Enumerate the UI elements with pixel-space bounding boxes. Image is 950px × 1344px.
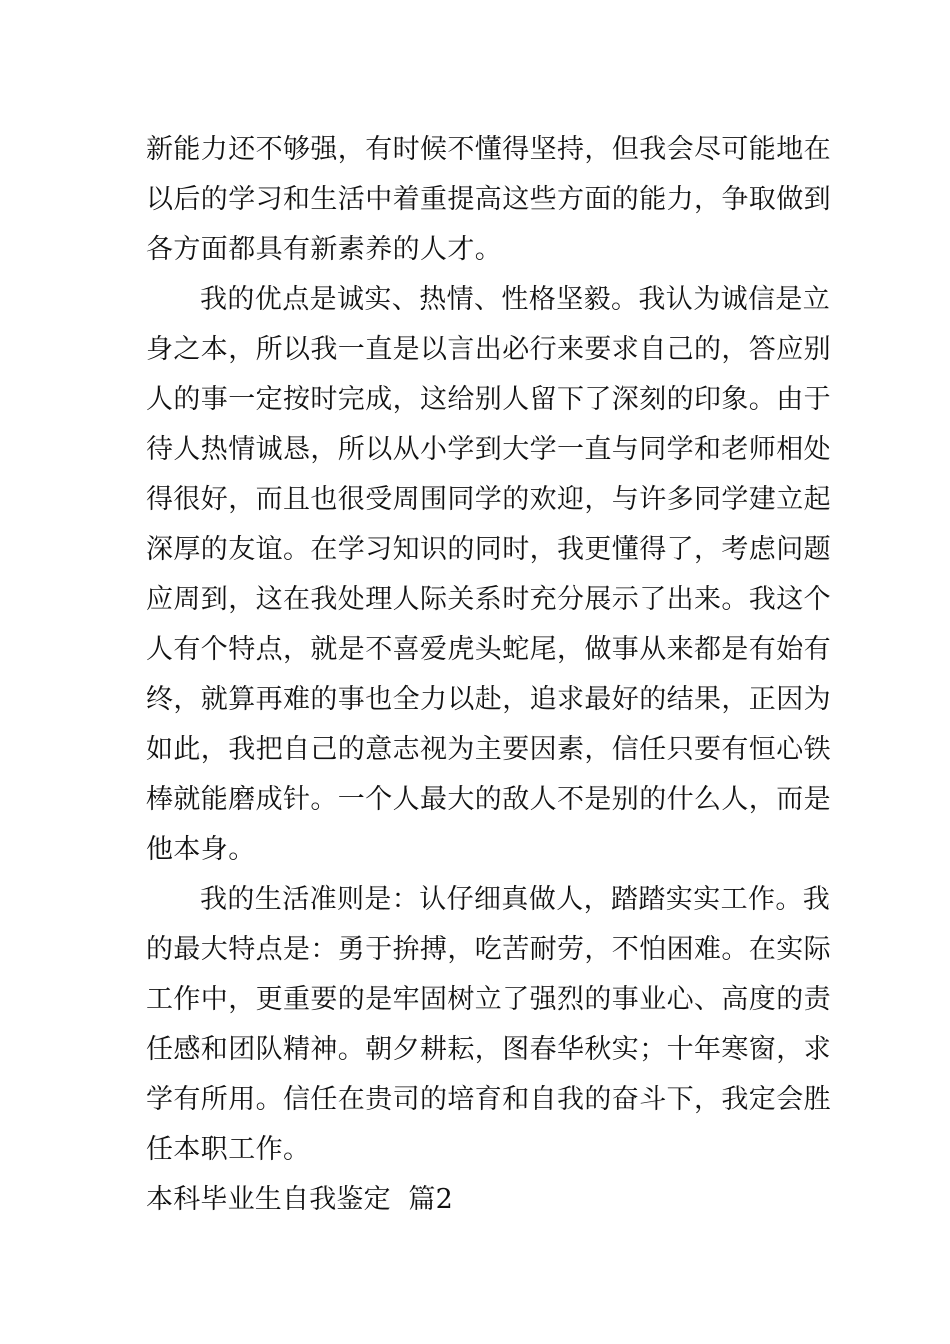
text-line: 学有所用。信任在贵司的培育和自我的奋斗下，我定会胜 — [146, 1084, 831, 1115]
paragraph-first-line: 我的生活准则是：认仔细真做人，踏踏实实工作。我 — [200, 884, 831, 915]
text-line: 以后的学习和生活中着重提高这些方面的能力，争取做到 — [146, 184, 831, 215]
text-line: 应周到，这在我处理人际关系时充分展示了出来。我这个 — [146, 584, 831, 615]
text-line: 得很好，而且也很受周围同学的欢迎，与许多同学建立起 — [146, 484, 831, 515]
section-heading: 本科毕业生自我鉴定 篇2 — [146, 1184, 453, 1215]
text-line: 任感和团队精神。朝夕耕耘，图春华秋实；十年寒窗，求 — [146, 1034, 831, 1065]
text-line: 终，就算再难的事也全力以赴，追求最好的结果，正因为 — [146, 684, 831, 715]
text-line: 他本身。 — [146, 834, 256, 865]
text-line: 如此，我把自己的意志视为主要因素，信任只要有恒心铁 — [146, 734, 831, 765]
text-line: 身之本，所以我一直是以言出必行来要求自己的，答应别 — [146, 334, 831, 365]
text-line: 棒就能磨成针。一个人最大的敌人不是别的什么人，而是 — [146, 784, 831, 815]
text-line: 工作中，更重要的是牢固树立了强烈的事业心、高度的责 — [146, 984, 831, 1015]
text-line: 任本职工作。 — [146, 1134, 311, 1165]
text-line: 人有个特点，就是不喜爱虎头蛇尾，做事从来都是有始有 — [146, 634, 831, 665]
text-line: 各方面都具有新素养的人才。 — [146, 234, 503, 265]
text-line: 的最大特点是：勇于拚搏，吃苦耐劳，不怕困难。在实际 — [146, 934, 831, 965]
text-line: 深厚的友谊。在学习知识的同时，我更懂得了，考虑问题 — [146, 534, 831, 565]
paragraph-first-line: 我的优点是诚实、热情、性格坚毅。我认为诚信是立 — [200, 284, 831, 315]
text-line: 人的事一定按时完成，这给别人留下了深刻的印象。由于 — [146, 384, 831, 415]
text-line: 新能力还不够强，有时候不懂得坚持，但我会尽可能地在 — [146, 134, 831, 165]
text-line: 待人热情诚恳，所以从小学到大学一直与同学和老师相处 — [146, 434, 831, 465]
